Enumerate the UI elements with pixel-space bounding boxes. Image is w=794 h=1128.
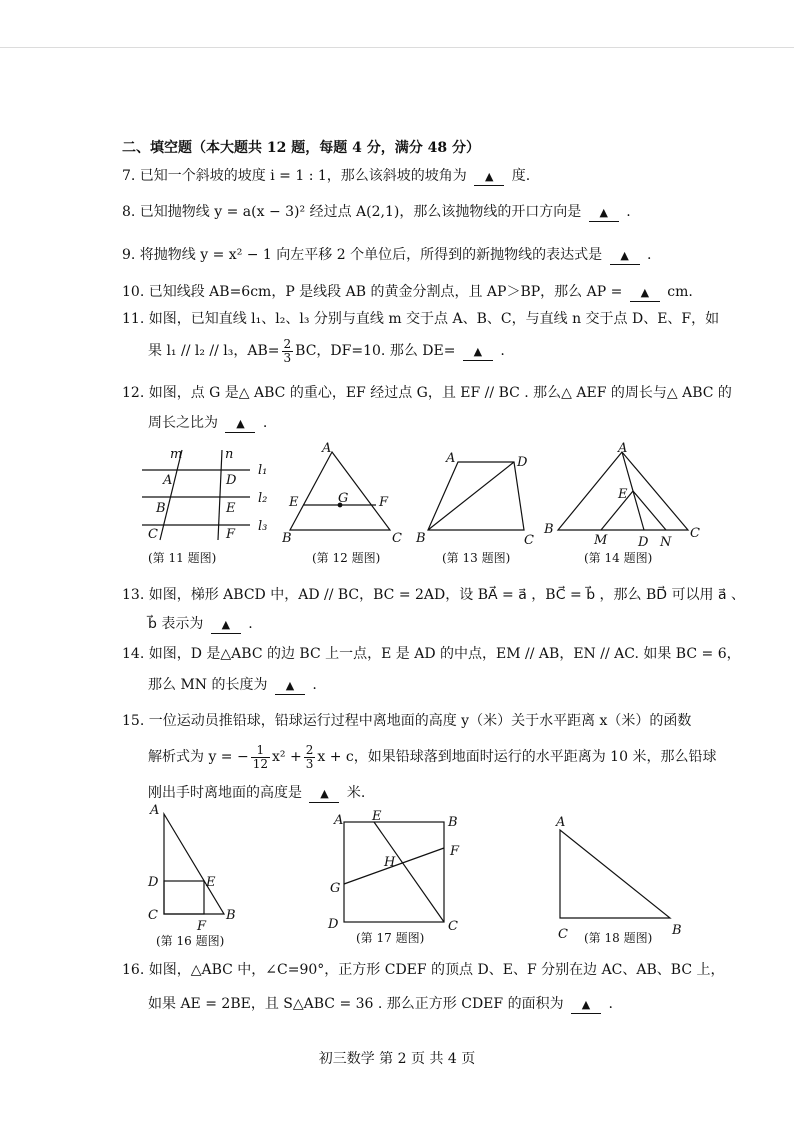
- label-A: A: [163, 473, 173, 488]
- q15-text-3: 刚出手时离地面的高度是: [148, 785, 302, 801]
- q9-tail: .: [647, 247, 652, 263]
- question-14-line1: 14. 如图，D 是△ABC 的边 BC 上一点，E 是 AD 的中点，EM // AB，EN // AC. 如果 BC = 6，: [122, 646, 741, 662]
- label-C: C: [558, 927, 568, 942]
- label-N: N: [660, 535, 672, 550]
- q15-answer-blank[interactable]: [309, 785, 339, 803]
- q13-answer-blank[interactable]: [211, 616, 241, 634]
- figure-13-caption: (第 13 题图): [442, 551, 511, 565]
- label-F: F: [226, 527, 236, 542]
- label-H: H: [384, 855, 396, 870]
- q15-fraction-2: [304, 744, 316, 771]
- q12-text: 周长之比为: [148, 415, 218, 431]
- q8-tail: .: [626, 204, 631, 220]
- question-12-line2: [148, 413, 267, 433]
- section-title: 二、填空题（本大题共 12 题，每题 4 分，满分 48 分）: [122, 140, 480, 156]
- figure-17-caption: (第 17 题图): [356, 931, 425, 945]
- q15-text: 解析式为 y = −: [148, 749, 249, 765]
- q12-answer-blank[interactable]: [225, 415, 255, 433]
- q14-text: 那么 MN 的长度为: [148, 677, 268, 693]
- label-C: C: [148, 908, 158, 923]
- label-G: G: [338, 491, 349, 506]
- question-13-line1: 13. 如图，梯形 ABCD 中，AD // BC，BC = 2AD，设 BA⃗ = a⃗ ，BC⃗ = b⃗ ，那么 BD⃗ 可以用 a⃗ 、: [122, 587, 745, 603]
- label-B: B: [156, 501, 166, 516]
- question-15-line1: 15. 一位运动员推铅球，铅球运行过程中离地面的高度 y（米）关于水平距离 x（米）的函数: [122, 713, 692, 729]
- q11-tail: .: [500, 343, 505, 359]
- figure-16: [140, 800, 260, 950]
- square-cdef: [164, 881, 204, 914]
- question-16-line2: [148, 994, 613, 1014]
- question-14-line2: [148, 675, 317, 695]
- q13-tail: .: [248, 616, 253, 632]
- label-A: A: [556, 815, 566, 830]
- q12-tail: .: [262, 415, 268, 431]
- label-D: D: [148, 875, 159, 890]
- label-M: M: [594, 533, 608, 548]
- scan-edge-line: [0, 47, 794, 48]
- label-D: D: [328, 917, 339, 932]
- blank-triangle-icon: ▲: [221, 618, 231, 631]
- label-E: E: [618, 487, 628, 502]
- question-10: [122, 282, 693, 302]
- question-11-line2: [148, 336, 505, 366]
- fraction-denominator: 3: [305, 756, 314, 771]
- q14-answer-blank[interactable]: [275, 677, 305, 695]
- label-B: B: [672, 923, 682, 938]
- page-footer: 初三数学 第 2 页 共 4 页: [318, 1051, 476, 1067]
- line-m: [160, 450, 182, 540]
- blank-triangle-icon: ▲: [285, 679, 295, 692]
- question-15-line2: [148, 740, 716, 774]
- figure-11-caption: (第 11 题图): [148, 551, 217, 565]
- question-16-line1: 16. 如图，△ABC 中，∠C=90°，正方形 CDEF 的顶点 D、E、F 分别在边 AC、AB、BC 上，: [122, 962, 725, 978]
- question-7: [122, 166, 530, 186]
- q15-text-post: x + c，如果铅球落到地面时运行的水平距离为 10 米，那么铅球: [317, 749, 717, 765]
- blank-triangle-icon: ▲: [640, 286, 650, 299]
- fraction-numerator: 2: [283, 336, 292, 351]
- segment-ec: [374, 822, 444, 922]
- label-C: C: [148, 527, 158, 542]
- q8-text: 8. 已知抛物线 y = a(x − 3)² 经过点 A(2,1)，那么该抛物线的开口方向是: [122, 204, 582, 220]
- label-A: A: [150, 803, 160, 818]
- figure-14: [540, 440, 710, 570]
- blank-triangle-icon: ▲: [620, 249, 629, 262]
- label-m: m: [170, 447, 183, 462]
- question-13-line2: [148, 614, 253, 634]
- label-F: F: [197, 919, 207, 934]
- q14-tail: .: [312, 677, 317, 693]
- question-9: [122, 245, 651, 265]
- label-B: B: [544, 522, 554, 537]
- q15-text-mid: x² +: [272, 749, 302, 765]
- label-D: D: [638, 535, 649, 550]
- label-C: C: [392, 531, 402, 546]
- question-12-line1: 12. 如图，点 G 是△ ABC 的重心，EF 经过点 G，且 EF // BC . 那么△ AEF 的周长与△ ABC 的: [122, 385, 732, 401]
- q15-tail: 米.: [346, 785, 366, 801]
- q11-text: 果 l₁ // l₂ // l₃，AB=: [148, 343, 280, 359]
- label-D: D: [226, 473, 237, 488]
- label-B: B: [448, 815, 458, 830]
- label-l3: l₃: [258, 519, 268, 534]
- label-C: C: [690, 526, 700, 541]
- blank-triangle-icon: ▲: [236, 417, 245, 430]
- label-A: A: [446, 451, 456, 466]
- fraction-numerator: 2: [305, 742, 314, 757]
- q16-tail: .: [608, 996, 613, 1012]
- figure-12-caption: (第 12 题图): [312, 551, 381, 565]
- label-A: A: [334, 813, 344, 828]
- label-n: n: [225, 447, 234, 462]
- trapezoid-abcd: [428, 462, 524, 530]
- label-F: F: [379, 495, 389, 510]
- figure-11: [130, 440, 280, 570]
- fraction-denominator: 12: [252, 756, 269, 771]
- label-E: E: [226, 501, 236, 516]
- q16-text: 如果 AE = 2BE，且 S△ABC = 36 . 那么正方形 CDEF 的面积为: [148, 996, 564, 1012]
- figure-16-caption: (第 16 题图): [156, 934, 225, 948]
- square-abcd: [344, 822, 444, 922]
- q10-answer-blank[interactable]: [630, 284, 660, 302]
- q7-tail: 度.: [511, 168, 531, 184]
- q10-text: 10. 已知线段 AB=6cm，P 是线段 AB 的黄金分割点，且 AP＞BP，那么 AP =: [122, 284, 623, 300]
- label-A: A: [322, 441, 332, 456]
- q9-answer-blank[interactable]: [610, 247, 640, 265]
- question-11-line1: 11. 如图，已知直线 l₁、l₂、l₃ 分别与直线 m 交于点 A、B、C，与直线 n 交于点 D、E、F，如: [122, 311, 720, 327]
- question-8: [122, 202, 631, 222]
- blank-triangle-icon: ▲: [581, 998, 591, 1011]
- figure-13: [412, 440, 547, 570]
- q11-text-mid: BC，DF=10. 那么 DE=: [295, 343, 456, 359]
- label-B: B: [416, 531, 426, 546]
- triangle-abc: [560, 830, 670, 918]
- diagonal-bd: [428, 462, 514, 530]
- figure-17: [322, 808, 472, 948]
- label-E: E: [206, 875, 216, 890]
- label-C: C: [524, 533, 534, 548]
- label-E: E: [372, 809, 382, 824]
- q9-text: 9. 将抛物线 y = x² − 1 向左平移 2 个单位后，所得到的新抛物线的表达式是: [122, 247, 603, 263]
- blank-triangle-icon: ▲: [320, 787, 329, 800]
- figure-14-caption: (第 14 题图): [584, 551, 653, 565]
- q16-answer-blank[interactable]: [571, 996, 601, 1014]
- label-B: B: [226, 908, 236, 923]
- label-l2: l₂: [258, 491, 268, 506]
- label-A: A: [618, 441, 628, 456]
- label-D: D: [517, 455, 528, 470]
- blank-triangle-icon: ▲: [599, 206, 608, 219]
- figure-18: [550, 808, 700, 948]
- q13-text: b⃗ 表示为: [148, 616, 204, 632]
- triangle-abc: [164, 814, 224, 914]
- q10-tail: cm.: [667, 284, 693, 300]
- label-E: E: [289, 495, 299, 510]
- figure-12: [282, 440, 412, 570]
- blank-triangle-icon: ▲: [473, 345, 483, 358]
- q7-answer-blank[interactable]: [474, 168, 504, 186]
- q15-fraction-1: [251, 744, 270, 771]
- label-F: F: [450, 844, 460, 859]
- q7-text: 7. 已知一个斜坡的坡度 i = 1 : 1，那么该斜坡的坡角为: [122, 168, 467, 184]
- blank-triangle-icon: ▲: [485, 170, 494, 183]
- q11-fraction: [282, 338, 294, 365]
- fraction-denominator: 3: [283, 350, 292, 365]
- label-C: C: [448, 919, 458, 934]
- label-l1: l₁: [258, 463, 268, 478]
- label-G: G: [330, 881, 341, 896]
- label-B: B: [282, 531, 292, 546]
- figure-18-caption: (第 18 题图): [584, 931, 653, 945]
- fraction-numerator: 1: [251, 744, 270, 758]
- segment-em: [601, 491, 633, 530]
- q11-answer-blank[interactable]: [463, 343, 493, 361]
- q8-answer-blank[interactable]: [589, 204, 619, 222]
- line-n: [218, 450, 222, 540]
